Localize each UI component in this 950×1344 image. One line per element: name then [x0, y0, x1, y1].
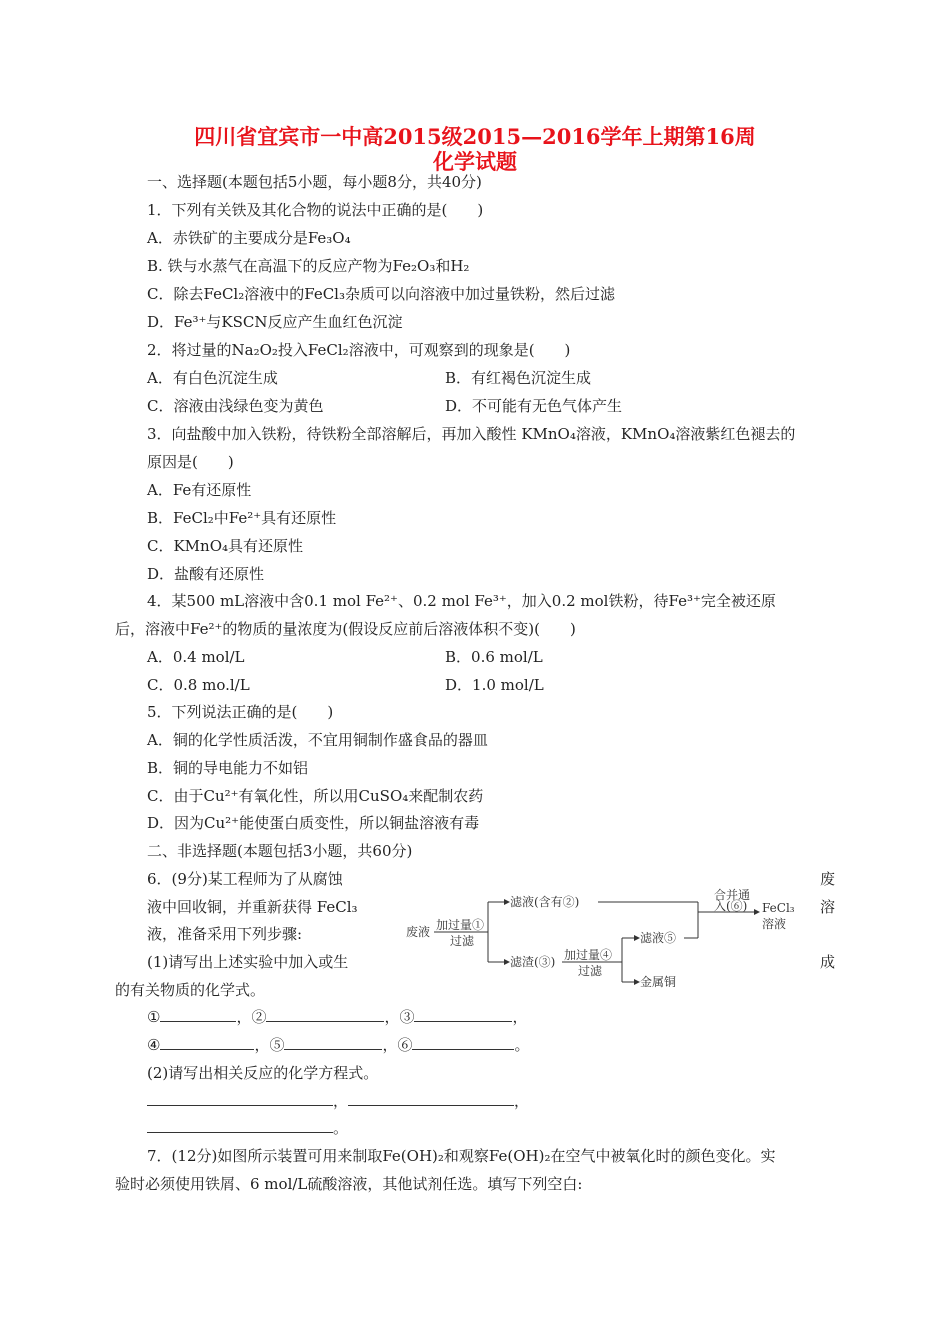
section-heading: 一、选择题(本题包括5小题，每小题8分，共40分) [147, 173, 482, 191]
sub-question: (1)请写出上述实验中加入或生 [147, 953, 349, 971]
blank-period: 。 [514, 1036, 530, 1054]
option-d: D．因为Cu²⁺能使蛋白质变性，所以铜盐溶液有毒 [147, 814, 480, 832]
diagram-product1: FeCl₃ [762, 901, 795, 915]
diagram-filtrate5: 滤液⑤ [640, 931, 677, 945]
diagram-add4: 加过量④ [564, 948, 613, 962]
answer-blank-5[interactable] [284, 1035, 382, 1050]
option-c: C．0.8 mo.l/L [147, 676, 250, 694]
equation-blank-1[interactable] [147, 1091, 333, 1106]
equation-blank-3[interactable] [147, 1118, 333, 1133]
blank-row [147, 1007, 528, 1027]
blank-label-1: ① [147, 1008, 161, 1026]
diagram-merge1: 合并通 [714, 888, 751, 902]
equation-row [147, 1091, 529, 1111]
blank-label-3: ，③ [384, 1008, 415, 1026]
blank-label-5: ，⑤ [254, 1036, 285, 1054]
eq-period: 。 [333, 1119, 349, 1137]
answer-blank-1[interactable] [160, 1007, 236, 1022]
option-c: C．KMnO₄具有还原性 [147, 537, 304, 555]
question-stem-cont: 验时必须使用铁屑、6 mol/L硫酸溶液，其他试剂任选。填写下列空白: [115, 1175, 583, 1193]
option-c: C．由于Cu²⁺有氧化性，所以用CuSO₄来配制农药 [147, 787, 484, 805]
question-stem-cont: 液中回收铜，并重新获得 FeCl₃ [147, 898, 358, 916]
question-stem-cont: 液，准备采用下列步骤: [147, 925, 303, 943]
diagram-add1: 加过量① [436, 918, 485, 932]
question-stem: 1．下列有关铁及其化合物的说法中正确的是( ) [147, 201, 484, 219]
option-b: B．铜的导电能力不如铝 [147, 759, 309, 777]
option-a: A．Fe有还原性 [147, 481, 252, 499]
question-stem: 2．将过量的Na₂O₂投入FeCl₂溶液中，可观察到的现象是( ) [147, 341, 571, 359]
eq-comma: ， [514, 1092, 530, 1110]
option-a: A．铜的化学性质活泼，不宜用铜制作盛食品的器皿 [147, 731, 488, 749]
option-a: A．有白色沉淀生成 [147, 369, 278, 387]
blank-label-6: ，⑥ [382, 1036, 413, 1054]
question-stem-cont: 原因是( ) [147, 453, 234, 471]
question-stem-wrap: 成 [820, 953, 836, 971]
option-a: A．0.4 mol/L [147, 648, 245, 666]
sub-question-cont: 的有关物质的化学式。 [115, 981, 266, 999]
blank-comma: ， [512, 1008, 528, 1026]
option-b: B．0.6 mol/L [445, 648, 543, 666]
option-c: C．溶液由浅绿色变为黄色 [147, 397, 324, 415]
option-b: B．有红褐色沉淀生成 [445, 369, 592, 387]
answer-blank-4[interactable] [160, 1035, 254, 1050]
page-title: 四川省宜宾市一中高2015级2015—2016学年上期第16周 [194, 124, 756, 149]
diagram-filtrate-top: 滤液(含有②) [510, 895, 580, 909]
option-d: D．Fe³⁺与KSCN反应产生血红色沉淀 [147, 313, 403, 331]
option-b: B. 铁与水蒸气在高温下的反应产物为Fe₂O₃和H₂ [147, 257, 470, 275]
equation-row [147, 1118, 348, 1138]
diagram-product2: 溶液 [762, 917, 787, 931]
option-c: C．除去FeCl₂溶液中的FeCl₃杂质可以向溶液中加过量铁粉，然后过滤 [147, 285, 615, 303]
eq-comma: ， [333, 1092, 349, 1110]
answer-blank-2[interactable] [266, 1007, 384, 1022]
section-heading: 二、非选择题(本题包括3小题，共60分) [147, 842, 413, 860]
question-stem: 5．下列说法正确的是( ) [147, 703, 334, 721]
option-d: D．1.0 mol/L [445, 676, 544, 694]
question-stem-wrap: 溶 [820, 898, 836, 916]
question-stem: 3．向盐酸中加入铁粉，待铁粉全部溶解后，再加入酸性 KMnO₄溶液，KMnO₄溶液紫红色褪去的 [147, 425, 796, 443]
equation-blank-2[interactable] [348, 1091, 514, 1106]
option-d: D．不可能有无色气体产生 [445, 397, 623, 415]
flow-diagram [400, 880, 820, 1000]
answer-blank-3[interactable] [414, 1007, 512, 1022]
diagram-waste: 废液 [406, 925, 431, 939]
page-subtitle: 化学试题 [433, 149, 517, 174]
question-stem-cont: 后，溶液中Fe²⁺的物质的量浓度为(假设反应前后溶液体积不变)( ) [115, 620, 576, 638]
diagram-filter2: 过滤 [578, 964, 603, 978]
diagram-residue: 滤渣(③) [510, 955, 556, 969]
question-stem: 6．(9分)某工程师为了从腐蚀 [147, 870, 343, 888]
question-stem: 4．某500 mL溶液中含0.1 mol Fe²⁺、0.2 mol Fe³⁺，加入0.2 mol铁粉，待Fe³⁺完全被还原 [147, 592, 776, 610]
option-b: B．FeCl₂中Fe²⁺具有还原性 [147, 509, 337, 527]
blank-label-2: ，② [236, 1008, 267, 1026]
sub-question: (2)请写出相关反应的化学方程式。 [147, 1064, 379, 1082]
question-stem: 7．(12分)如图所示装置可用来制取Fe(OH)₂和观察Fe(OH)₂在空气中被氧化时的颜色变化。实 [147, 1147, 776, 1165]
blank-row [147, 1035, 530, 1055]
option-d: D．盐酸有还原性 [147, 565, 265, 583]
option-a: A．赤铁矿的主要成分是Fe₃O₄ [147, 229, 351, 247]
diagram-copper: 金属铜 [640, 975, 677, 989]
answer-blank-6[interactable] [412, 1035, 514, 1050]
diagram-filter1: 过滤 [450, 934, 475, 948]
diagram-merge2: 入(⑥) [714, 899, 748, 913]
blank-label-4: ④ [147, 1036, 161, 1054]
question-stem-wrap: 废 [820, 870, 836, 888]
